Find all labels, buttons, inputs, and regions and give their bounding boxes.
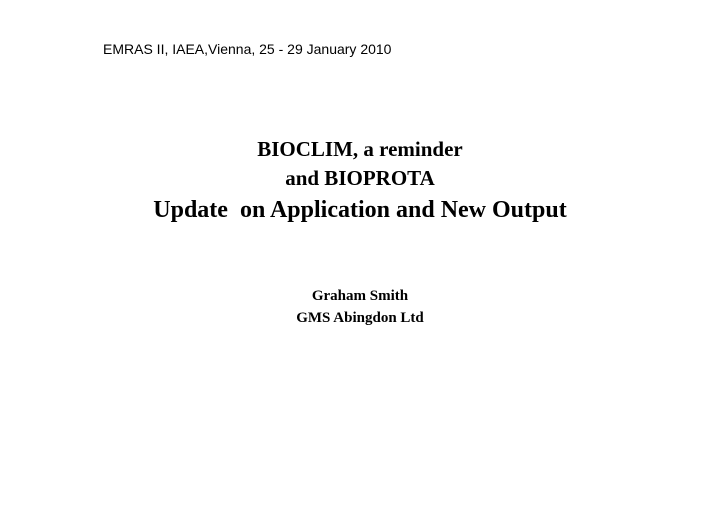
title-line-3: Update on Application and New Output xyxy=(153,197,567,223)
event-header: EMRAS II, IAEA,Vienna, 25 - 29 January 2010 xyxy=(103,41,392,57)
author-organization: GMS Abingdon Ltd xyxy=(296,310,424,326)
author-name: Graham Smith xyxy=(311,288,409,304)
title-line-2: and BIOPROTA xyxy=(285,166,435,190)
title-line-1: BIOCLIM, a reminder xyxy=(257,137,463,161)
